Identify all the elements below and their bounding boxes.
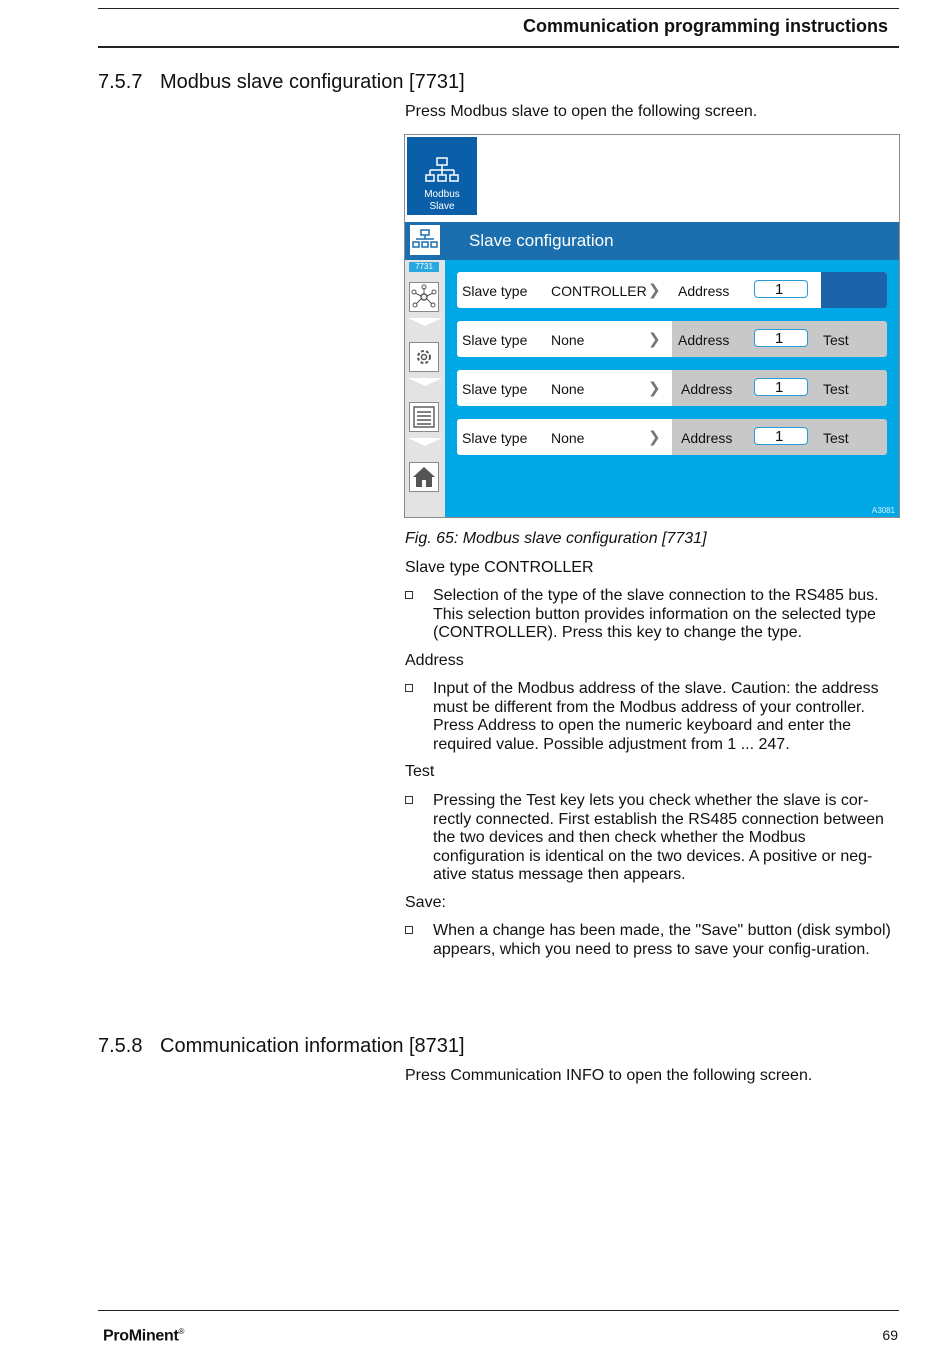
bullet-square-icon: [405, 591, 413, 599]
section-title: Modbus slave configuration [7731]: [160, 71, 465, 93]
logo-registered-mark: ®: [178, 1327, 185, 1336]
tile-label: [407, 189, 477, 213]
description-heading: Slave type CONTROLLER: [405, 559, 594, 576]
chevron-right-icon: ❯: [648, 331, 661, 348]
address-value: 1: [754, 427, 808, 445]
chevron-down-icon: [408, 438, 442, 446]
running-header: Communication programming instructions: [522, 16, 888, 36]
slave-type-label: Slave type: [462, 381, 528, 397]
prominent-logo: [103, 1327, 184, 1345]
slave-type-value: None: [551, 332, 585, 348]
test-label: Test: [823, 332, 849, 348]
chevron-down-icon: [408, 378, 442, 386]
network-small-icon: [409, 224, 441, 256]
bullet-text: Pressing the Test key lets you check whether the slave is cor-rectly connected. First establish the RS485 connection between the two devices and then check whether the Modbus configuration is identical on the two devices. A positive or neg-ative status message then appears.: [433, 792, 884, 883]
bullet-text: Selection of the type of the slave connection to the RS485 bus. This selection button provides information on the selected type (CONTROLLER). Press this key to change the type.: [433, 587, 879, 641]
section-intro: Press Communication INFO to open the following screen.: [405, 1067, 813, 1084]
description-bullet: [405, 587, 900, 643]
address-value: 1: [754, 329, 808, 347]
address-label: Address: [681, 430, 733, 446]
description-bullet: [405, 680, 900, 754]
test-label: Test: [823, 381, 849, 397]
address-label: Address: [678, 332, 730, 348]
section-heading-757: [98, 71, 465, 94]
header-bottom-rule: [98, 46, 899, 48]
description-heading: Save:: [405, 894, 446, 911]
page-number: 69: [882, 1327, 898, 1343]
home-icon: [409, 462, 439, 492]
section-number: 7.5.7: [98, 71, 143, 93]
slave-row-1: [457, 272, 887, 308]
slave-type-value: CONTROLLER: [551, 283, 647, 299]
bullet-text: When a change has been made, the "Save" button (disk symbol) appears, which you need to press to save your config-uration.: [433, 922, 891, 958]
address-value: 1: [754, 378, 808, 396]
network-star-icon: [409, 282, 439, 312]
screen-sidebar: [405, 260, 445, 517]
slave-type-label: Slave type: [462, 332, 528, 348]
screen-titlebar: [405, 222, 899, 260]
slave-type-label: Slave type: [462, 283, 528, 299]
section-heading-758: [98, 1035, 465, 1058]
bullet-square-icon: [405, 926, 413, 934]
description-bullet: [405, 792, 900, 885]
section-number: 7.5.8: [98, 1035, 143, 1057]
test-label: Test: [823, 430, 849, 446]
bullet-text: Input of the Modbus address of the slave. Caution: the address must be different from the Modbus address of your controller. Press Address to open the numeric keyboard and enter the required value. Possible adjustment from 1 ... 247.: [433, 680, 879, 753]
slave-row-3: [457, 370, 887, 406]
bullet-square-icon: [405, 684, 413, 692]
slave-row-2: [457, 321, 887, 357]
description-bullet: [405, 922, 900, 959]
chevron-down-icon: [408, 318, 442, 326]
bullet-square-icon: [405, 796, 413, 804]
slave-type-value: None: [551, 381, 585, 397]
slave-row-4: [457, 419, 887, 455]
tile-label-line1: Modbus: [424, 189, 460, 200]
screen-main: [445, 260, 899, 517]
row-selector: [821, 272, 887, 308]
modbus-slave-screenshot: [404, 134, 900, 518]
section-title: Communication information [8731]: [160, 1035, 465, 1057]
screen-title: Slave configuration: [469, 231, 614, 250]
address-label: Address: [678, 283, 730, 299]
figure-caption: Fig. 65: Modbus slave configuration [7731]: [405, 530, 707, 547]
chevron-right-icon: ❯: [648, 380, 661, 397]
menu-list-icon: [409, 402, 439, 432]
address-label: Address: [681, 381, 733, 397]
footer-rule: [98, 1310, 899, 1311]
tile-label-line2: Slave: [429, 201, 455, 212]
header-top-rule: [98, 8, 899, 9]
modbus-slave-tile: [407, 137, 477, 215]
network-icon: [425, 157, 459, 185]
gear-icon: [409, 342, 439, 372]
section-intro: Press Modbus slave to open the following screen.: [405, 103, 758, 120]
slave-type-label: Slave type: [462, 430, 528, 446]
slave-type-value: None: [551, 430, 585, 446]
menu-code: 7731: [409, 262, 439, 272]
chevron-right-icon: ❯: [648, 429, 661, 446]
chevron-right-icon: ❯: [648, 282, 661, 299]
description-heading: Test: [405, 763, 435, 780]
logo-text: ProMinent: [103, 1327, 179, 1345]
description-heading: Address: [405, 652, 464, 669]
address-value: 1: [754, 280, 808, 298]
figure-id: A3081: [871, 506, 895, 515]
